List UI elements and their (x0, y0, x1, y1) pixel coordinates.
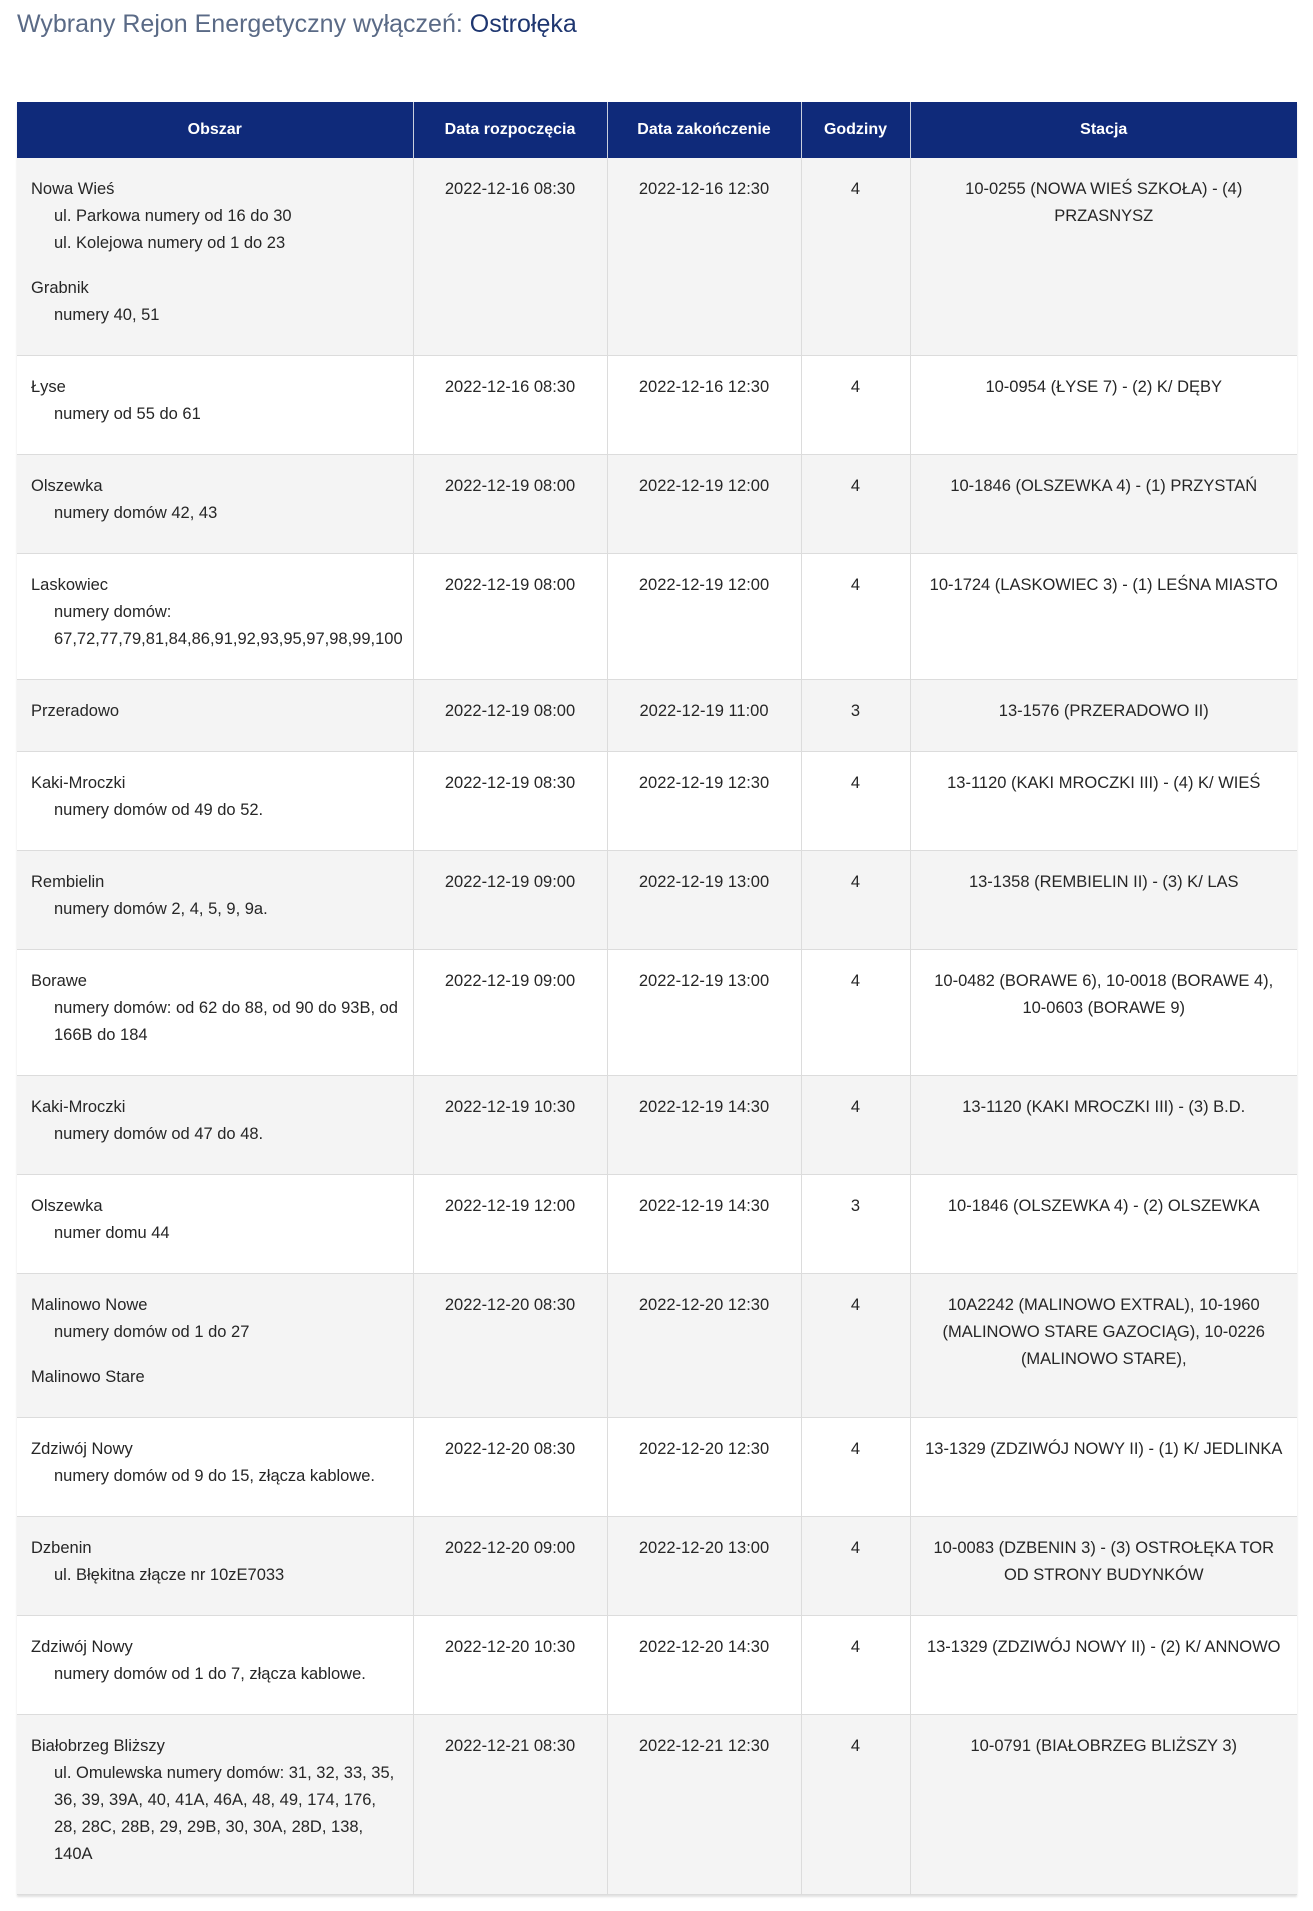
table-row (17, 1616, 1297, 1715)
cell-hours: 4 (801, 1517, 910, 1616)
cell-end-date: 2022-12-19 13:00 (607, 950, 801, 1076)
area-group (31, 1733, 399, 1868)
area-name: Przeradowo (31, 702, 120, 720)
area-name: Malinowo Stare (31, 1368, 145, 1386)
cell-start-date: 2022-12-21 08:30 (413, 1715, 607, 1895)
cell-area (17, 356, 413, 455)
table-row (17, 1517, 1297, 1616)
cell-area (17, 158, 413, 356)
cell-station: 13-1120 (KAKI MROCZKI III) - (4) K/ WIEŚ (910, 752, 1297, 851)
area-detail: numery domów 2, 4, 5, 9, 9a. (54, 900, 268, 918)
cell-station: 10-0255 (NOWA WIEŚ SZKOŁA) - (4) PRZASNYSZ (910, 158, 1297, 356)
cell-station: 10-0791 (BIAŁOBRZEG BLIŻSZY 3) (910, 1715, 1297, 1895)
cell-end-date: 2022-12-19 12:30 (607, 752, 801, 851)
cell-start-date: 2022-12-19 08:30 (413, 752, 607, 851)
area-name: Zdziwój Nowy (31, 1440, 133, 1458)
cell-area (17, 455, 413, 554)
header-row (17, 102, 1297, 158)
area-detail: ul. Omulewska numery domów: 31, 32, 33, 35, 36, 39, 39A, 40, 41A, 46A, 48, 49, 174, 176, 28, 28C, 28B, 29, 29B, 30, 30A, 28D, 138, 140A (54, 1764, 395, 1863)
cell-end-date: 2022-12-16 12:30 (607, 158, 801, 356)
outage-table (17, 102, 1297, 1895)
cell-hours: 3 (801, 1175, 910, 1274)
table-row (17, 950, 1297, 1076)
area-group (31, 275, 399, 329)
cell-end-date: 2022-12-19 12:00 (607, 455, 801, 554)
header-hours: Godziny (801, 102, 910, 158)
area-name: Zdziwój Nowy (31, 1638, 133, 1656)
cell-hours: 4 (801, 356, 910, 455)
area-name: Rembielin (31, 873, 105, 891)
cell-station: 13-1358 (REMBIELIN II) - (3) K/ LAS (910, 851, 1297, 950)
cell-hours: 4 (801, 158, 910, 356)
area-detail: numery domów: 67,72,77,79,81,84,86,91,92,93,95,97,98,99,100 (54, 603, 403, 648)
heading-prefix: Wybrany Rejon Energetyczny wyłączeń: (17, 10, 463, 38)
area-detail: ul. Kolejowa numery od 1 do 23 (54, 234, 286, 252)
area-detail: numery domów od 47 do 48. (54, 1125, 264, 1143)
cell-start-date: 2022-12-16 08:30 (413, 356, 607, 455)
cell-end-date: 2022-12-19 14:30 (607, 1076, 801, 1175)
table-row (17, 1418, 1297, 1517)
cell-station: 10-1846 (OLSZEWKA 4) - (1) PRZYSTAŃ (910, 455, 1297, 554)
cell-end-date: 2022-12-16 12:30 (607, 356, 801, 455)
area-name: Kaki-Mroczki (31, 774, 126, 792)
area-group (31, 968, 399, 1049)
page-heading (17, 10, 577, 39)
table-row (17, 1274, 1297, 1418)
area-group (31, 176, 399, 257)
cell-end-date: 2022-12-21 12:30 (607, 1715, 801, 1895)
cell-end-date: 2022-12-20 13:00 (607, 1517, 801, 1616)
area-name: Laskowiec (31, 576, 109, 594)
cell-start-date: 2022-12-19 09:00 (413, 950, 607, 1076)
area-detail: numery domów od 1 do 27 (54, 1323, 250, 1341)
table-row (17, 1076, 1297, 1175)
table-row (17, 554, 1297, 680)
cell-area (17, 1175, 413, 1274)
header-start-date: Data rozpoczęcia (413, 102, 607, 158)
area-detail: numery domów 42, 43 (54, 504, 218, 522)
cell-station: 10-1846 (OLSZEWKA 4) - (2) OLSZEWKA (910, 1175, 1297, 1274)
header-station: Stacja (910, 102, 1297, 158)
area-detail: numery domów od 49 do 52. (54, 801, 264, 819)
cell-station: 13-1329 (ZDZIWÓJ NOWY II) - (2) K/ ANNOWO (910, 1616, 1297, 1715)
cell-start-date: 2022-12-19 08:00 (413, 455, 607, 554)
cell-hours: 4 (801, 752, 910, 851)
area-group (31, 374, 399, 428)
cell-area (17, 1517, 413, 1616)
outage-table-wrapper (17, 102, 1297, 1895)
cell-start-date: 2022-12-20 10:30 (413, 1616, 607, 1715)
area-group (31, 1292, 399, 1346)
cell-station: 13-1576 (PRZERADOWO II) (910, 680, 1297, 752)
cell-hours: 4 (801, 1274, 910, 1418)
cell-start-date: 2022-12-19 08:00 (413, 554, 607, 680)
cell-end-date: 2022-12-20 12:30 (607, 1274, 801, 1418)
cell-start-date: 2022-12-20 09:00 (413, 1517, 607, 1616)
area-detail: ul. Parkowa numery od 16 do 30 (54, 207, 292, 225)
cell-station: 10-1724 (LASKOWIEC 3) - (1) LEŚNA MIASTO (910, 554, 1297, 680)
area-detail: ul. Błękitna złącze nr 10zE7033 (54, 1566, 285, 1584)
area-group (31, 572, 403, 653)
table-row (17, 356, 1297, 455)
table-header (17, 102, 1297, 158)
area-name: Kaki-Mroczki (31, 1098, 126, 1116)
area-group (31, 1634, 399, 1688)
area-group (31, 1364, 399, 1391)
area-group (31, 473, 399, 527)
area-group (31, 869, 399, 923)
cell-end-date: 2022-12-19 12:00 (607, 554, 801, 680)
cell-station: 10A2242 (MALINOWO EXTRAL), 10-1960 (MALINOWO STARE GAZOCIĄG), 10-0226 (MALINOWO STARE), (910, 1274, 1297, 1418)
area-name: Białobrzeg Bliższy (31, 1737, 165, 1755)
cell-end-date: 2022-12-20 12:30 (607, 1418, 801, 1517)
cell-end-date: 2022-12-19 13:00 (607, 851, 801, 950)
area-group (31, 770, 399, 824)
area-detail: numer domu 44 (54, 1224, 170, 1242)
area-detail: numery 40, 51 (54, 306, 160, 324)
cell-area (17, 554, 413, 680)
area-name: Malinowo Nowe (31, 1296, 148, 1314)
cell-area (17, 752, 413, 851)
cell-end-date: 2022-12-20 14:30 (607, 1616, 801, 1715)
cell-end-date: 2022-12-19 14:30 (607, 1175, 801, 1274)
cell-station: 13-1329 (ZDZIWÓJ NOWY II) - (1) K/ JEDLINKA (910, 1418, 1297, 1517)
cell-start-date: 2022-12-19 09:00 (413, 851, 607, 950)
cell-hours: 4 (801, 455, 910, 554)
area-group (31, 1436, 399, 1490)
cell-station: 10-0482 (BORAWE 6), 10-0018 (BORAWE 4), 10-0603 (BORAWE 9) (910, 950, 1297, 1076)
cell-hours: 4 (801, 1715, 910, 1895)
area-name: Borawe (31, 972, 87, 990)
table-row (17, 752, 1297, 851)
cell-area (17, 1418, 413, 1517)
cell-area (17, 1616, 413, 1715)
cell-hours: 3 (801, 680, 910, 752)
cell-area (17, 1715, 413, 1895)
cell-hours: 4 (801, 950, 910, 1076)
cell-end-date: 2022-12-19 11:00 (607, 680, 801, 752)
area-group (31, 1193, 399, 1247)
area-group (31, 1535, 399, 1589)
area-group (31, 698, 399, 725)
area-detail: numery od 55 do 61 (54, 405, 201, 423)
cell-station: 10-0083 (DZBENIN 3) - (3) OSTROŁĘKA TOR OD STRONY BUDYNKÓW (910, 1517, 1297, 1616)
area-name: Dzbenin (31, 1539, 92, 1557)
area-detail: numery domów od 1 do 7, złącza kablowe. (54, 1665, 366, 1683)
area-name: Nowa Wieś (31, 180, 115, 198)
cell-start-date: 2022-12-19 08:00 (413, 680, 607, 752)
table-row (17, 851, 1297, 950)
table-body (17, 158, 1297, 1895)
cell-start-date: 2022-12-16 08:30 (413, 158, 607, 356)
cell-hours: 4 (801, 851, 910, 950)
cell-area (17, 680, 413, 752)
table-row (17, 1715, 1297, 1895)
cell-station: 10-0954 (ŁYSE 7) - (2) K/ DĘBY (910, 356, 1297, 455)
table-row (17, 680, 1297, 752)
area-detail: numery domów od 9 do 15, złącza kablowe. (54, 1467, 376, 1485)
cell-start-date: 2022-12-20 08:30 (413, 1274, 607, 1418)
table-row (17, 158, 1297, 356)
area-group (31, 1094, 399, 1148)
area-name: Olszewka (31, 1197, 103, 1215)
cell-area (17, 950, 413, 1076)
cell-hours: 4 (801, 1418, 910, 1517)
cell-area (17, 851, 413, 950)
table-row (17, 1175, 1297, 1274)
cell-hours: 4 (801, 554, 910, 680)
cell-start-date: 2022-12-19 10:30 (413, 1076, 607, 1175)
cell-start-date: 2022-12-20 08:30 (413, 1418, 607, 1517)
heading-region: Ostrołęka (469, 10, 577, 38)
area-name: Łyse (31, 378, 66, 396)
cell-hours: 4 (801, 1616, 910, 1715)
cell-area (17, 1076, 413, 1175)
cell-station: 13-1120 (KAKI MROCZKI III) - (3) B.D. (910, 1076, 1297, 1175)
cell-hours: 4 (801, 1076, 910, 1175)
area-name: Olszewka (31, 477, 103, 495)
cell-area (17, 1274, 413, 1418)
header-end-date: Data zakończenie (607, 102, 801, 158)
table-row (17, 455, 1297, 554)
cell-start-date: 2022-12-19 12:00 (413, 1175, 607, 1274)
area-name: Grabnik (31, 279, 89, 297)
header-obszar: Obszar (17, 102, 413, 158)
area-detail: numery domów: od 62 do 88, od 90 do 93B, od 166B do 184 (54, 999, 398, 1044)
